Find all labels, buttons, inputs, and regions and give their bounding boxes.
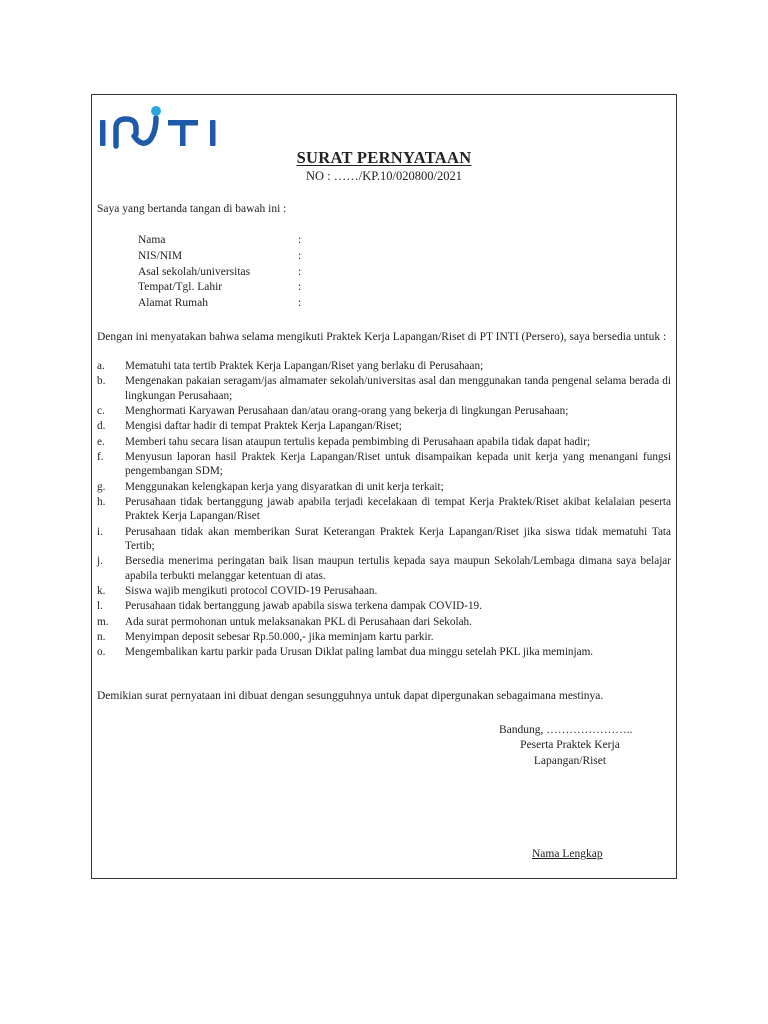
field-colon: : bbox=[298, 281, 302, 294]
document-number: NO : ……/KP.10/020800/2021 bbox=[306, 169, 462, 183]
list-letter: d. bbox=[97, 420, 106, 433]
list-letter: h. bbox=[97, 496, 106, 509]
list-text: Menyusun laporan hasil Praktek Kerja Lapangan/Riset untuk disampaikan kepada unit kerja yang menangani fungsi pengembangan SDM; bbox=[125, 451, 671, 478]
list-item bbox=[97, 615, 671, 629]
list-text: Perusahaan tidak bertanggung jawab apabila siswa terkena dampak COVID-19. bbox=[125, 600, 482, 613]
list-item bbox=[97, 435, 671, 449]
list-letter: l. bbox=[97, 600, 103, 613]
list-item bbox=[97, 525, 671, 553]
list-letter: e. bbox=[97, 435, 105, 448]
signature-role-line: Peserta Praktek Kerja bbox=[520, 739, 620, 751]
list-item bbox=[97, 404, 671, 418]
logo-text: INTI bbox=[98, 104, 100, 105]
field-label: Alamat Rumah bbox=[138, 297, 208, 310]
list-item bbox=[97, 645, 671, 659]
list-letter: n. bbox=[97, 631, 106, 644]
list-text: Bersedia menerima peringatan baik lisan maupun tertulis kepada saya maupun Sekolah/Lembaga dimana saya belajar apabila terbukti melanggar ketentuan di atas. bbox=[125, 555, 671, 582]
list-letter: g. bbox=[97, 480, 106, 493]
list-item bbox=[97, 419, 671, 433]
list-letter: i. bbox=[97, 525, 103, 538]
document-title: SURAT PERNYATAAN bbox=[296, 148, 472, 167]
list-text: Memberi tahu secara lisan ataupun tertulis kepada pembimbing di Perusahaan apabila tidak dapat hadir; bbox=[125, 435, 591, 448]
list-text: Mengembalikan kartu parkir pada Urusan Diklat paling lambat dua minggu setelah PKL jika meminjam. bbox=[125, 646, 594, 659]
field-row-name bbox=[138, 233, 338, 249]
signature-role-line: Lapangan/Riset bbox=[533, 754, 607, 767]
list-item bbox=[97, 374, 671, 402]
field-row-address bbox=[138, 296, 338, 312]
identity-fields bbox=[138, 233, 338, 312]
signature-role bbox=[490, 738, 650, 769]
list-item bbox=[97, 630, 671, 644]
list-text: Perusahaan tidak bertanggung jawab apabila terjadi kecelakaan di tempat Kerja Praktek/Riset akibat kelalaian peserta Praktek Kerja Lapangan/Riset bbox=[125, 496, 671, 523]
statement-paragraph: Dengan ini menyatakan bahwa selama mengikuti Praktek Kerja Lapangan/Riset di PT INTI (Persero), saya bersedia untuk : bbox=[97, 331, 667, 343]
intro-text: Saya yang bertanda tangan di bawah ini : bbox=[97, 203, 287, 215]
list-text: Mengisi daftar hadir di tempat Praktek Kerja Lapangan/Riset; bbox=[125, 420, 402, 433]
list-letter: f. bbox=[97, 451, 104, 464]
list-letter: a. bbox=[97, 360, 105, 372]
list-item bbox=[97, 495, 671, 523]
list-text: Menggunakan kelengkapan kerja yang disyaratkan di unit kerja terkait; bbox=[125, 480, 444, 493]
field-label: Nama bbox=[138, 234, 166, 246]
field-row-birth bbox=[138, 280, 338, 296]
list-text: Mengenakan pakaian seragam/jas almamater sekolah/universitas asal dan menggunakan tanda pengenal selama berada di lingkungan Perusahaan; bbox=[125, 375, 671, 402]
list-item bbox=[97, 554, 671, 582]
signature-name: Nama Lengkap bbox=[532, 848, 603, 860]
list-item bbox=[97, 450, 671, 478]
field-label: Asal sekolah/universitas bbox=[138, 265, 251, 278]
field-colon: : bbox=[298, 234, 302, 246]
field-label: Tempat/Tgl. Lahir bbox=[138, 281, 223, 294]
field-colon: : bbox=[298, 249, 302, 262]
field-row-school bbox=[138, 265, 338, 281]
list-text: Ada surat permohonan untuk melaksanakan PKL di Perusahaan dari Sekolah. bbox=[125, 615, 472, 628]
signature-place-date: Bandung, ………………….. bbox=[499, 724, 633, 736]
list-letter: b. bbox=[97, 375, 106, 388]
list-text: Siswa wajib mengikuti protocol COVID-19 Perusahaan. bbox=[125, 584, 378, 597]
title-block bbox=[280, 148, 488, 184]
list-text: Menghormati Karyawan Perusahaan dan/atau orang-orang yang bekerja di lingkungan Perusahaan; bbox=[125, 404, 569, 417]
closing-paragraph: Demikian surat pernyataan ini dibuat dengan sesungguhnya untuk dapat dipergunakan sebagaimana mestinya. bbox=[97, 690, 604, 702]
field-label: NIS/NIM bbox=[138, 249, 183, 262]
field-colon: : bbox=[298, 265, 302, 278]
list-letter: j. bbox=[97, 555, 103, 568]
list-item bbox=[97, 480, 671, 494]
list-text: Mematuhi tata tertib Praktek Kerja Lapangan/Riset yang berlaku di Perusahaan; bbox=[125, 360, 484, 372]
list-text: Perusahaan tidak akan memberikan Surat Keterangan Praktek Kerja Lapangan/Riset jika siswa tidak mematuhi Tata Tertib; bbox=[125, 525, 671, 552]
terms-list bbox=[97, 359, 671, 661]
list-letter: o. bbox=[97, 646, 106, 659]
list-letter: c. bbox=[97, 404, 105, 417]
list-letter: k. bbox=[97, 584, 106, 597]
field-row-nis bbox=[138, 249, 338, 265]
list-item bbox=[97, 599, 671, 613]
inti-logo bbox=[98, 104, 230, 150]
field-colon: : bbox=[298, 297, 302, 310]
list-item bbox=[97, 584, 671, 598]
list-text: Menyimpan deposit sebesar Rp.50.000,- jika meminjam kartu parkir. bbox=[125, 631, 434, 644]
list-letter: m. bbox=[97, 615, 109, 628]
list-item bbox=[97, 359, 671, 373]
